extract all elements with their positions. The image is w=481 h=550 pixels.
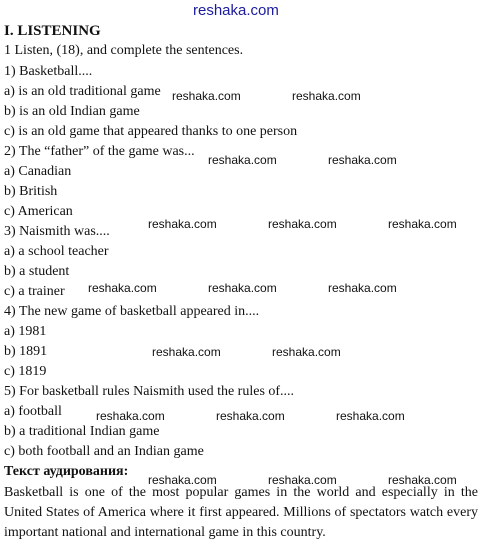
watermark: reshaka.com [208,281,277,295]
watermark: reshaka.com [328,281,397,295]
question-4-option-b: b) 1891 [4,344,48,359]
question-2-stem: 2) The “father” of the game was... [4,144,195,159]
transcript-text: Basketball is one of the most popular games in the world and especially in the United States of America where it first appeared. Millions of spectators watch every important national and international game in this country. [4,485,478,540]
task-instruction: 1 Listen, (18), and complete the sentences. [4,43,244,58]
question-2-option-c: c) American [4,204,73,219]
question-4-stem: 4) The new game of basketball appeared in.... [4,304,260,319]
watermark: reshaka.com [268,217,337,231]
question-1-option-a: a) is an old traditional game [4,84,161,99]
question-5-option-c: c) both football and an Indian game [4,444,204,459]
question-5-option-a: a) football [4,404,62,419]
watermark: reshaka.com [272,345,341,359]
watermark: reshaka.com [216,409,285,423]
question-3-stem: 3) Naismith was.... [4,224,110,239]
watermark: reshaka.com [148,217,217,231]
watermark: reshaka.com [388,217,457,231]
transcript-heading: Текст аудирования: [4,464,129,479]
watermark: reshaka.com [336,409,405,423]
site-watermark-header: reshaka.com [193,2,279,19]
question-5-option-b: b) a traditional Indian game [4,424,160,439]
watermark: reshaka.com [96,409,165,423]
watermark: reshaka.com [172,89,241,103]
watermark: reshaka.com [388,473,457,487]
watermark: reshaka.com [88,281,157,295]
question-3-option-b: b) a student [4,264,70,279]
question-4-option-c: c) 1819 [4,364,47,379]
question-1-option-b: b) is an old Indian game [4,104,140,119]
question-4-option-a: a) 1981 [4,324,47,339]
question-2-option-b: b) British [4,184,58,199]
question-1-option-c: c) is an old game that appeared thanks to one person [4,124,298,139]
watermark: reshaka.com [292,89,361,103]
watermark: reshaka.com [148,473,217,487]
question-5-stem: 5) For basketball rules Naismith used the rules of.... [4,384,295,399]
watermark: reshaka.com [268,473,337,487]
question-2-option-a: a) Canadian [4,164,72,179]
question-3-option-c: c) a trainer [4,284,65,299]
watermark: reshaka.com [328,153,397,167]
question-3-option-a: a) a school teacher [4,244,109,259]
question-1-stem: 1) Basketball.... [4,64,93,79]
section-title: I. LISTENING [4,23,101,39]
watermark: reshaka.com [208,153,277,167]
watermark: reshaka.com [152,345,221,359]
